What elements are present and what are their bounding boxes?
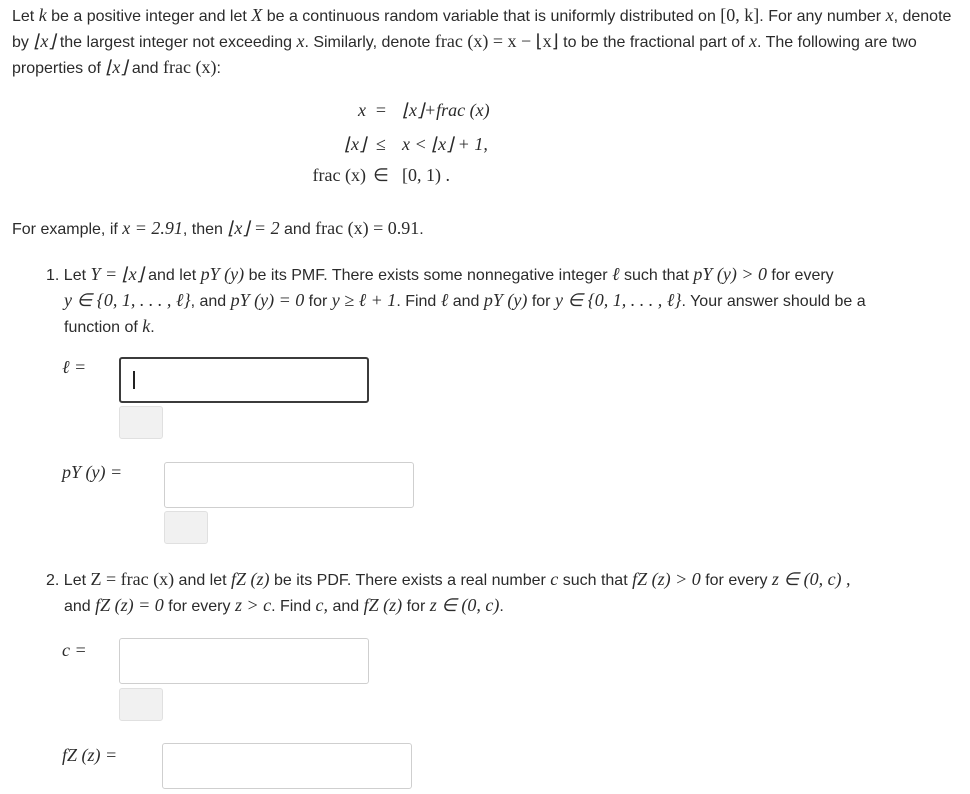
ell-answer-preview [119,406,163,439]
text: such that [619,267,694,284]
text: function of [64,319,143,336]
text: and [279,221,316,238]
text: the largest integer not exceeding [55,34,297,51]
text: . [499,598,504,615]
text: for every [766,267,834,284]
math: c [550,569,559,589]
math: pY (y) [200,264,245,284]
math: Z = frac (x) [90,569,175,589]
text: , and [190,293,231,310]
question-1-text [46,314,956,340]
text: . Find [271,598,316,615]
text: For example, if [12,221,123,238]
text: be its PMF. There exists some nonnegative integer [244,267,613,284]
math-k: k [38,5,47,25]
text: , denote by [12,8,952,51]
text: and [64,598,96,615]
equation-rhs: ⌊x⌋+frac (x) [402,100,490,120]
text: . The following are two properties of [12,34,917,77]
math: fZ (z) = 0 [95,595,164,615]
text: and let [143,267,201,284]
math: Y = ⌊x⌋ [90,264,144,284]
text: for every [163,598,235,615]
math-x: x [296,31,305,51]
math-X: X [251,5,263,25]
question-1 [46,262,956,340]
question-1-text [46,262,956,288]
intro-paragraph [12,3,957,81]
equation-relation: ∈ [373,165,389,185]
c-label: c = [62,640,87,660]
text: . Similarly, denote [304,34,435,51]
text: : [216,60,221,77]
question-number: 2. [46,572,60,589]
math: k [142,316,151,336]
equation-relation: ≤ [376,134,386,154]
equation-rhs: x < ⌊x⌋ + 1, [402,134,488,154]
math: y ∈ {0, 1, . . . , ℓ} [554,290,682,310]
text: and [127,60,164,77]
text: be a continuous random variable that is uniformly distributed on [262,8,721,25]
equation-rhs: [0, 1) . [402,165,450,185]
text: Let [12,8,39,25]
math-floor-x: ⌊x⌋ [105,57,128,77]
equation-row [0,134,970,160]
math: pY (y) = 0 [230,290,305,310]
text-caret [133,371,135,389]
math: x = 2.91 [122,218,183,238]
math: fZ (z) [231,569,270,589]
math: fZ (z) [363,595,403,615]
math-x: x [885,5,894,25]
example-paragraph [12,216,957,242]
math: z ∈ (0, c) , [771,569,851,589]
text: . Find [396,293,441,310]
question-number: 1. [46,267,60,284]
math-interval: [0, k] [720,5,760,25]
text: and [328,598,364,615]
math: ⌊x⌋ = 2 [227,218,280,238]
text: for every [700,572,772,589]
math-frac-x: frac (x) [163,57,217,77]
math: z > c [234,595,272,615]
text: such that [558,572,633,589]
math-x: x [749,31,758,51]
question-2-text [46,567,956,593]
ell-answer-input[interactable] [119,357,369,403]
equation-row [0,100,970,126]
math: frac (x) = 0.91 [315,218,420,238]
question-2-text [46,593,956,619]
text: to be the fractional part of [558,34,750,51]
math: pY (y) > 0 [693,264,767,284]
math-frac-def: frac (x) = x − ⌊x⌋ [434,31,559,51]
text: for [402,598,430,615]
question-1-text [46,288,956,314]
math-floor-x: ⌊x⌋ [33,31,56,51]
fz-answer-input[interactable] [162,743,412,789]
text: . For any number [759,8,886,25]
text: . Your answer should be a [681,293,866,310]
math: ℓ [612,264,620,284]
math: pY (y) [483,290,528,310]
c-answer-preview [119,688,163,721]
text: and let [174,572,232,589]
math: y ≥ ℓ + 1 [331,290,397,310]
text: . [150,319,155,336]
ell-label: ℓ = [62,357,87,377]
text: Let [59,267,91,284]
equation-lhs: x [358,100,366,120]
text: for [527,293,555,310]
math: fZ (z) > 0 [632,569,701,589]
math: c, [315,595,329,615]
text: Let [59,572,91,589]
text: , then [182,221,228,238]
fz-label: fZ (z) = [62,745,118,765]
question-2 [46,567,956,619]
math: ℓ [440,290,449,310]
equation-lhs: frac (x) [312,165,366,185]
equation-row [0,165,970,191]
text: . [419,221,424,238]
py-answer-input[interactable] [164,462,414,508]
equation-relation: = [375,100,387,120]
text: be its PDF. There exists a real number [269,572,551,589]
text: for [304,293,332,310]
text: be a positive integer and let [46,8,252,25]
math: z ∈ (0, c) [429,595,500,615]
py-label: pY (y) = [62,462,123,482]
py-answer-preview [164,511,208,544]
math: y ∈ {0, 1, . . . , ℓ} [64,290,191,310]
text: and [448,293,484,310]
c-answer-input[interactable] [119,638,369,684]
equation-lhs: ⌊x⌋ [343,134,366,154]
